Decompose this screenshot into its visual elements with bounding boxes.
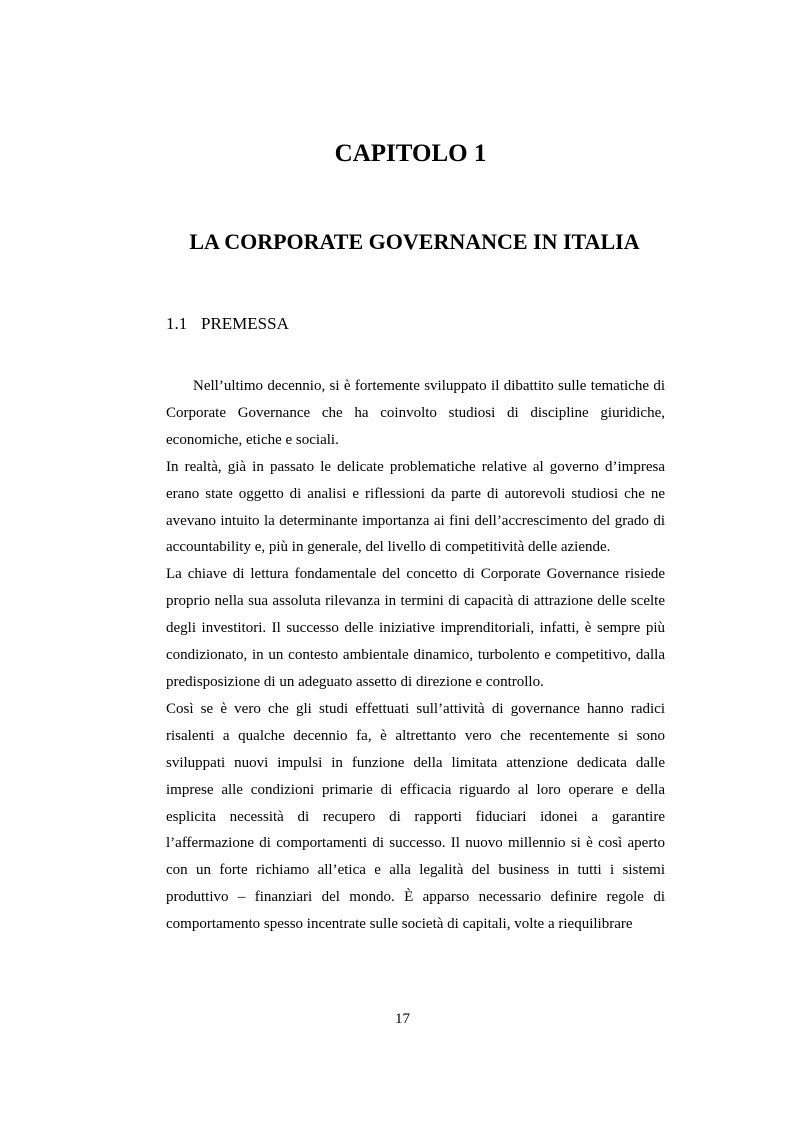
section-heading [166,314,289,334]
section-title: PREMESSA [201,314,289,333]
page-number: 17 [395,1011,410,1027]
paragraph: Così se è vero che gli studi effettuati sull’attività di governance hanno radici risalenti a qualche decennio fa, è altrettanto vero che recentemente si sono sviluppati nuovi impulsi in funzione della limitata attenzione dedicata dalle imprese alle condizioni primarie di efficacia riguardo al loro operare e della esplicita necessità di recupero di rapporti fiduciari idonei a garantire l’affermazione di comportamenti di successo. Il nuovo millennio si è così aperto con un forte richiamo all’etica e alla legalità del business in tutti i sistemi produttivo – finanziari del mondo. È apparso necessario definire regole di comportamento spesso incentrate sulle società di capitali, volte a riequilibrare [166,700,665,933]
chapter-subtitle: LA CORPORATE GOVERNANCE IN ITALIA [189,229,640,254]
paragraph: Nell’ultimo decennio, si è fortemente sviluppato il dibattito sulle tematiche di Corporate Governance che ha coinvolto studiosi di discipline giuridiche, economiche, etiche e sociali. [166,378,665,448]
chapter-title: CAPITOLO 1 [334,140,487,167]
section-number: 1.1 [166,314,188,333]
paragraph: La chiave di lettura fondamentale del concetto di Corporate Governance risiede proprio nella sua assoluta rilevanza in termini di capacità di attrazione delle scelte degli investitori. Il successo delle iniziative imprenditoriali, infatti, è sempre più condizionato, in un contesto ambientale dinamico, turbolento e competitivo, dalla predisposizione di un adeguato assetto di direzione e controllo. [166,566,665,690]
body-text [166,373,665,938]
paragraph: In realtà, già in passato le delicate problematiche relative al governo d’impresa erano state oggetto di analisi e riflessioni da parte di autorevoli studiosi che ne avevano intuito la determinante importanza ai fini dell’accrescimento del grado di accountability e, più in generale, del livello di competitività delle aziende. [166,458,665,556]
